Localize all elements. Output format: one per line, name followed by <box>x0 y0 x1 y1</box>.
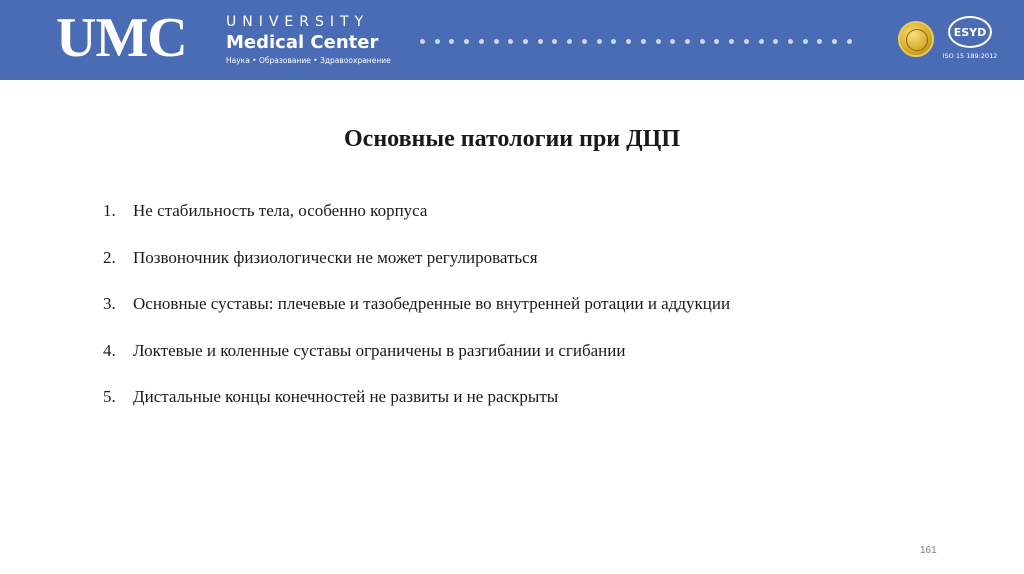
iso-standard-text: ISO 15 189:2012 <box>942 52 998 60</box>
list-item-number: 3. <box>103 294 116 313</box>
list-item-text: Не стабильность тела, особенно корпуса <box>133 201 428 220</box>
divider-dot <box>582 39 587 44</box>
divider-dot <box>464 39 469 44</box>
divider-dot <box>832 39 837 44</box>
list-item-number: 5. <box>103 387 116 406</box>
divider-dot <box>773 39 778 44</box>
list-item-text: Основные суставы: плечевые и тазобедренные во внутренней ротации и аддукции <box>133 294 731 313</box>
divider-dot <box>552 39 557 44</box>
list-item-text: Позвоночник физиологически не может регулироваться <box>133 247 538 267</box>
divider-dot <box>508 39 513 44</box>
divider-dot <box>714 39 719 44</box>
logo-university-text: UNIVERSITY <box>226 14 370 30</box>
divider-dot <box>744 39 749 44</box>
gold-seal-icon <box>898 21 934 57</box>
divider-dot <box>449 39 454 44</box>
list-item <box>103 387 963 434</box>
divider-dot <box>523 39 528 44</box>
list-item-number: 4. <box>103 340 116 360</box>
divider-dot <box>759 39 764 44</box>
slide-title: Основные патологии при ДЦП <box>344 126 680 152</box>
divider-dot <box>700 39 705 44</box>
list-item-text: Дистальные концы конечностей не развиты и не раскрыты <box>133 387 559 406</box>
logo-umc-text: UMC <box>56 7 187 69</box>
seal-ring <box>906 29 928 51</box>
list-item <box>103 201 963 248</box>
divider-dot <box>685 39 690 44</box>
divider-dot <box>817 39 822 44</box>
divider-dot <box>597 39 602 44</box>
divider-dot <box>641 39 646 44</box>
dotted-divider <box>420 36 852 46</box>
list-item <box>103 294 963 341</box>
divider-dot <box>538 39 543 44</box>
pathology-list <box>103 201 963 434</box>
divider-dot <box>626 39 631 44</box>
list-item-text: Локтевые и коленные суставы ограничены в разгибании и сгибании <box>133 340 626 360</box>
list-item <box>103 341 963 388</box>
divider-dot <box>435 39 440 44</box>
divider-dot <box>611 39 616 44</box>
divider-dot <box>567 39 572 44</box>
divider-dot <box>803 39 808 44</box>
divider-dot <box>479 39 484 44</box>
divider-dot <box>420 39 425 44</box>
divider-dot <box>494 39 499 44</box>
divider-dot <box>670 39 675 44</box>
esyd-badge: ESYD <box>948 16 992 48</box>
umc-logo <box>54 7 391 70</box>
list-item-number: 2. <box>103 247 116 267</box>
divider-dot <box>656 39 661 44</box>
list-item-number: 1. <box>103 201 116 220</box>
divider-dot <box>847 39 852 44</box>
page-number: 161 <box>920 545 937 556</box>
list-item <box>103 248 963 295</box>
divider-dot <box>788 39 793 44</box>
iso-badge <box>940 16 1000 64</box>
divider-dot <box>729 39 734 44</box>
logo-tagline: Наука • Образование • Здравоохранение <box>226 56 391 65</box>
logo-medical-center-text: Medical Center <box>226 32 379 53</box>
header-banner <box>0 0 1024 80</box>
